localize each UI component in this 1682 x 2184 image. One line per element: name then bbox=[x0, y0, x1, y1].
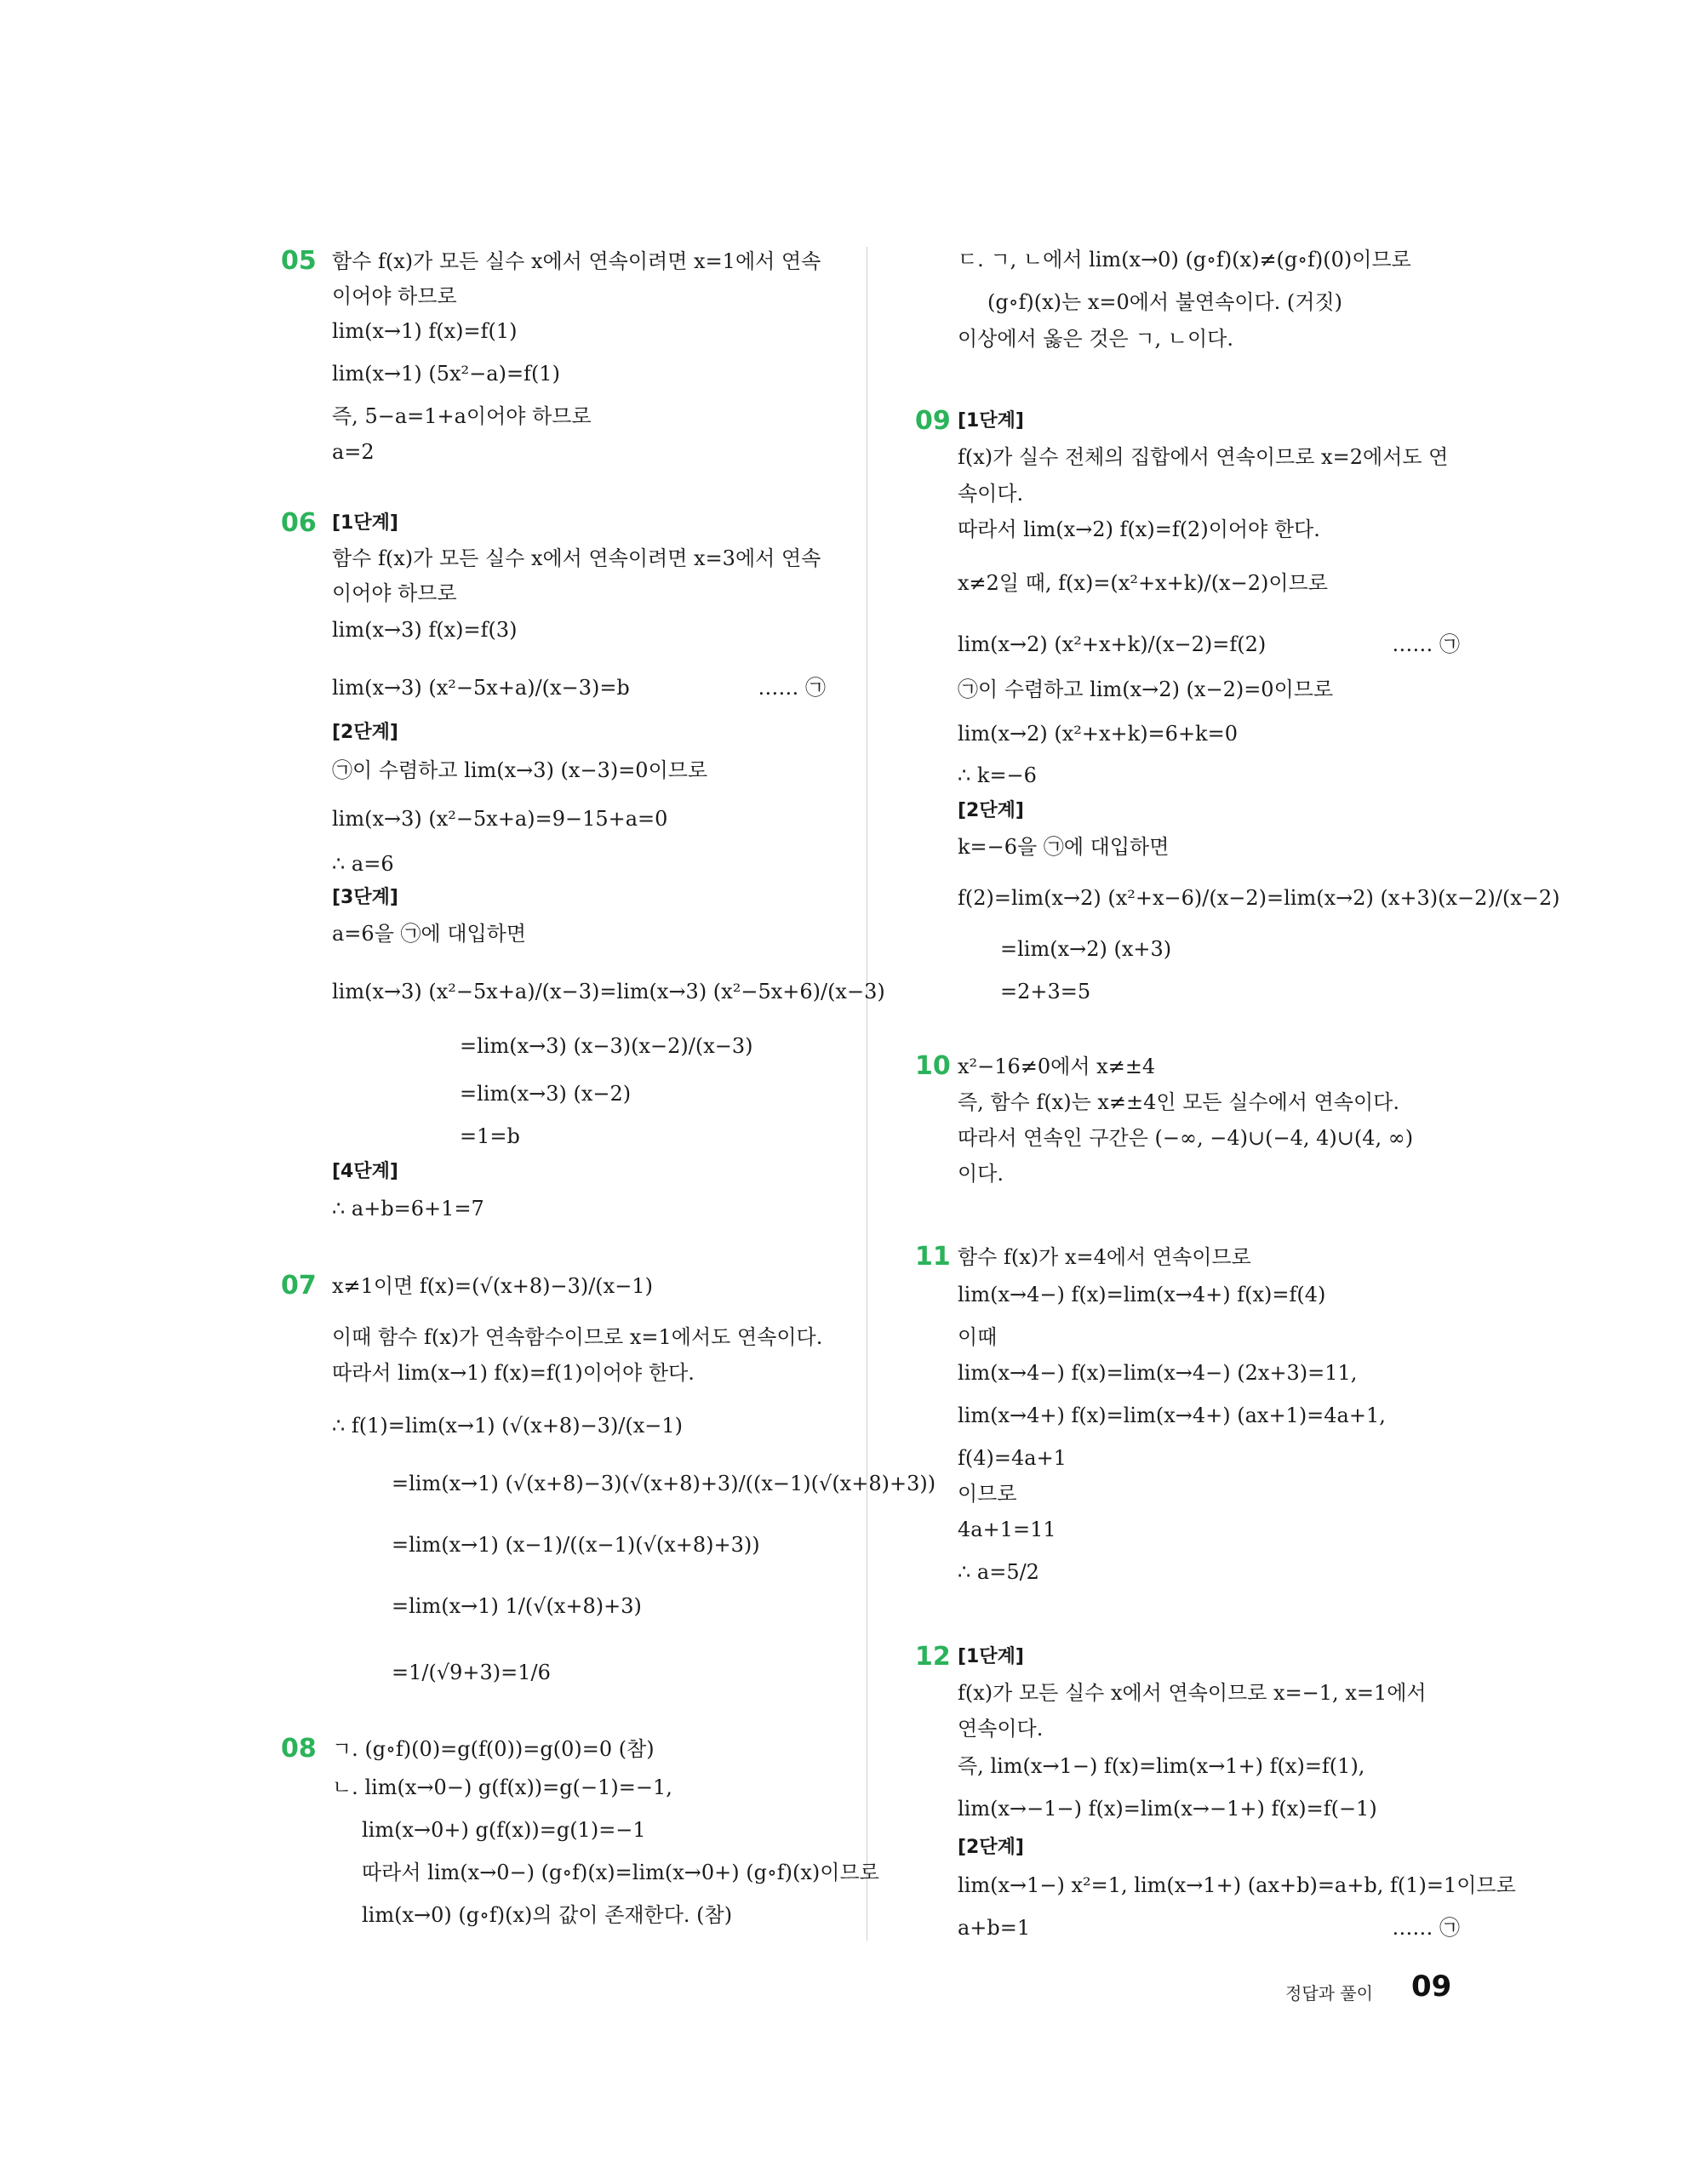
math-line: lim(x→4−) f(x)=lim(x→4−) (2x+3)=11, bbox=[958, 1361, 1358, 1385]
equation-marker: …… ㉠ bbox=[1392, 1916, 1460, 1940]
equation-marker: …… ㉠ bbox=[758, 676, 826, 700]
text-line: 이때 함수 f(x)가 연속함수이므로 x=1에서도 연속이다. bbox=[332, 1325, 823, 1349]
math-line: f(2)=lim(x→2) (x²+x−6)/(x−2)=lim(x→2) (x+3)(x−2)/(x−2) bbox=[958, 886, 1560, 910]
step-label: [1단계] bbox=[958, 1646, 1024, 1667]
math-line: lim(x→−1−) f(x)=lim(x→−1+) f(x)=f(−1) bbox=[958, 1797, 1377, 1821]
text-line: 함수 f(x)가 모든 실수 x에서 연속이려면 x=1에서 연속 bbox=[332, 249, 821, 273]
text-line: (g∘f)(x)는 x=0에서 불연속이다. (거짓) bbox=[987, 290, 1342, 314]
math-line: lim(x→1) f(x)=f(1) bbox=[332, 319, 518, 343]
text-line: ㄷ. ㄱ, ㄴ에서 lim(x→0) (g∘f)(x)≠(g∘f)(0)이므로 bbox=[958, 248, 1411, 272]
text-line: 함수 f(x)가 x=4에서 연속이므로 bbox=[958, 1245, 1251, 1269]
step-label: [2단계] bbox=[958, 800, 1024, 821]
text-line: 이어야 하므로 bbox=[332, 284, 457, 308]
math-line: f(4)=4a+1 bbox=[958, 1446, 1067, 1470]
problem-number: 06 bbox=[281, 508, 317, 538]
problem-number: 12 bbox=[915, 1642, 951, 1672]
text-line: 따라서 lim(x→0−) (g∘f)(x)=lim(x→0+) (g∘f)(x)이므로 bbox=[362, 1861, 879, 1884]
math-line: =lim(x→1) (√(x+8)−3)(√(x+8)+3)/((x−1)(√(x+8)+3)) bbox=[392, 1472, 936, 1495]
text-line: f(x)가 실수 전체의 집합에서 연속이므로 x=2에서도 연 bbox=[958, 445, 1449, 469]
math-line: x≠2일 때, f(x)=(x²+x+k)/(x−2)이므로 bbox=[958, 571, 1328, 595]
step-label: [2단계] bbox=[958, 1837, 1024, 1858]
step-label: [2단계] bbox=[332, 722, 398, 743]
text-line: 따라서 lim(x→1) f(x)=f(1)이어야 한다. bbox=[332, 1361, 695, 1385]
text-line: ㄱ. (g∘f)(0)=g(f(0))=g(0)=0 (참) bbox=[332, 1737, 655, 1761]
text-line: 이어야 하므로 bbox=[332, 581, 457, 605]
math-line: =lim(x→1) (x−1)/((x−1)(√(x+8)+3)) bbox=[392, 1533, 760, 1557]
math-line: =lim(x→2) (x+3) bbox=[1000, 937, 1172, 961]
math-line: lim(x→1) (5x²−a)=f(1) bbox=[332, 362, 560, 386]
text-line: a=6을 ㉠에 대입하면 bbox=[332, 922, 527, 946]
math-line: lim(x→3) (x²−5x+a)=9−15+a=0 bbox=[332, 807, 668, 831]
footer-label: 정답과 풀이 bbox=[1285, 1983, 1373, 2004]
math-line: lim(x→3) f(x)=f(3) bbox=[332, 618, 518, 642]
problem-number: 05 bbox=[281, 246, 317, 276]
text-line: f(x)가 모든 실수 x에서 연속이므로 x=−1, x=1에서 bbox=[958, 1681, 1427, 1705]
step-label: [1단계] bbox=[958, 410, 1024, 432]
math-line: lim(x→3) (x²−5x+a)/(x−3)=b bbox=[332, 676, 630, 700]
text-line: 즉, 5−a=1+a이어야 하므로 bbox=[332, 404, 592, 428]
math-line: =1=b bbox=[460, 1124, 520, 1148]
math-line: =lim(x→3) (x−2) bbox=[460, 1082, 632, 1106]
math-line: lim(x→0+) g(f(x))=g(1)=−1 bbox=[362, 1818, 646, 1842]
step-label: [4단계] bbox=[332, 1161, 398, 1182]
text-line: lim(x→0) (g∘f)(x)의 값이 존재한다. (참) bbox=[362, 1903, 733, 1927]
math-line: lim(x→1−) x²=1, lim(x→1+) (ax+b)=a+b, f(1)=1이므로 bbox=[958, 1873, 1516, 1897]
text-line: 따라서 연속인 구간은 (−∞, −4)∪(−4, 4)∪(4, ∞) bbox=[958, 1126, 1414, 1150]
math-line: =1/(√9+3)=1/6 bbox=[392, 1661, 551, 1684]
text-line: k=−6을 ㉠에 대입하면 bbox=[958, 835, 1170, 859]
text-line: 연속이다. bbox=[958, 1717, 1044, 1741]
text-line: 따라서 lim(x→2) f(x)=f(2)이어야 한다. bbox=[958, 517, 1320, 541]
equation-marker: …… ㉠ bbox=[1392, 632, 1460, 656]
math-line: a=2 bbox=[332, 440, 375, 464]
math-line: lim(x→2) (x²+x+k)=6+k=0 bbox=[958, 722, 1238, 746]
math-line: ∴ a=6 bbox=[332, 852, 394, 876]
problem-number: 07 bbox=[281, 1271, 317, 1301]
math-line: ∴ a=5/2 bbox=[958, 1560, 1039, 1584]
text-line: 이다. bbox=[958, 1162, 1004, 1186]
math-line: 4a+1=11 bbox=[958, 1518, 1056, 1541]
math-line: lim(x→4−) f(x)=lim(x→4+) f(x)=f(4) bbox=[958, 1283, 1326, 1306]
math-line: =lim(x→1) 1/(√(x+8)+3) bbox=[392, 1594, 642, 1618]
text-line: 속이다. bbox=[958, 482, 1024, 506]
text-line: ㉠이 수렴하고 lim(x→3) (x−3)=0이므로 bbox=[332, 758, 708, 782]
math-line: lim(x→2) (x²+x+k)/(x−2)=f(2) bbox=[958, 632, 1267, 656]
problem-number: 08 bbox=[281, 1734, 317, 1764]
text-line: 즉, 함수 f(x)는 x≠±4인 모든 실수에서 연속이다. bbox=[958, 1090, 1399, 1114]
problem-number: 09 bbox=[915, 406, 951, 436]
math-line: ∴ k=−6 bbox=[958, 763, 1037, 787]
math-line: lim(x→3) (x²−5x+a)/(x−3)=lim(x→3) (x²−5x+6)/(x−3) bbox=[332, 980, 885, 1003]
text-line: 함수 f(x)가 모든 실수 x에서 연속이려면 x=3에서 연속 bbox=[332, 546, 821, 570]
math-line: a+b=1 bbox=[958, 1916, 1031, 1940]
math-line: =lim(x→3) (x−3)(x−2)/(x−3) bbox=[460, 1034, 753, 1058]
math-line: ∴ f(1)=lim(x→1) (√(x+8)−3)/(x−1) bbox=[332, 1414, 684, 1438]
text-line: 이때 bbox=[958, 1325, 998, 1349]
page-number: 09 bbox=[1411, 1970, 1452, 2004]
math-line: lim(x→4+) f(x)=lim(x→4+) (ax+1)=4a+1, bbox=[958, 1404, 1386, 1427]
math-line: x²−16≠0에서 x≠±4 bbox=[958, 1055, 1156, 1078]
problem-number: 11 bbox=[915, 1242, 951, 1272]
text-line: 이므로 bbox=[958, 1482, 1017, 1506]
math-line: 즉, lim(x→1−) f(x)=lim(x→1+) f(x)=f(1), bbox=[958, 1754, 1365, 1778]
problem-number: 10 bbox=[915, 1051, 951, 1081]
math-line: ∴ a+b=6+1=7 bbox=[332, 1197, 484, 1221]
text-line: ㄴ. lim(x→0−) g(f(x))=g(−1)=−1, bbox=[332, 1775, 672, 1799]
step-label: [3단계] bbox=[332, 887, 398, 908]
text-line: ㉠이 수렴하고 lim(x→2) (x−2)=0이므로 bbox=[958, 677, 1334, 701]
math-line: x≠1이면 f(x)=(√(x+8)−3)/(x−1) bbox=[332, 1274, 653, 1298]
math-line: =2+3=5 bbox=[1000, 980, 1091, 1003]
step-label: [1단계] bbox=[332, 512, 398, 534]
text-line: 이상에서 옳은 것은 ㄱ, ㄴ이다. bbox=[958, 327, 1233, 351]
